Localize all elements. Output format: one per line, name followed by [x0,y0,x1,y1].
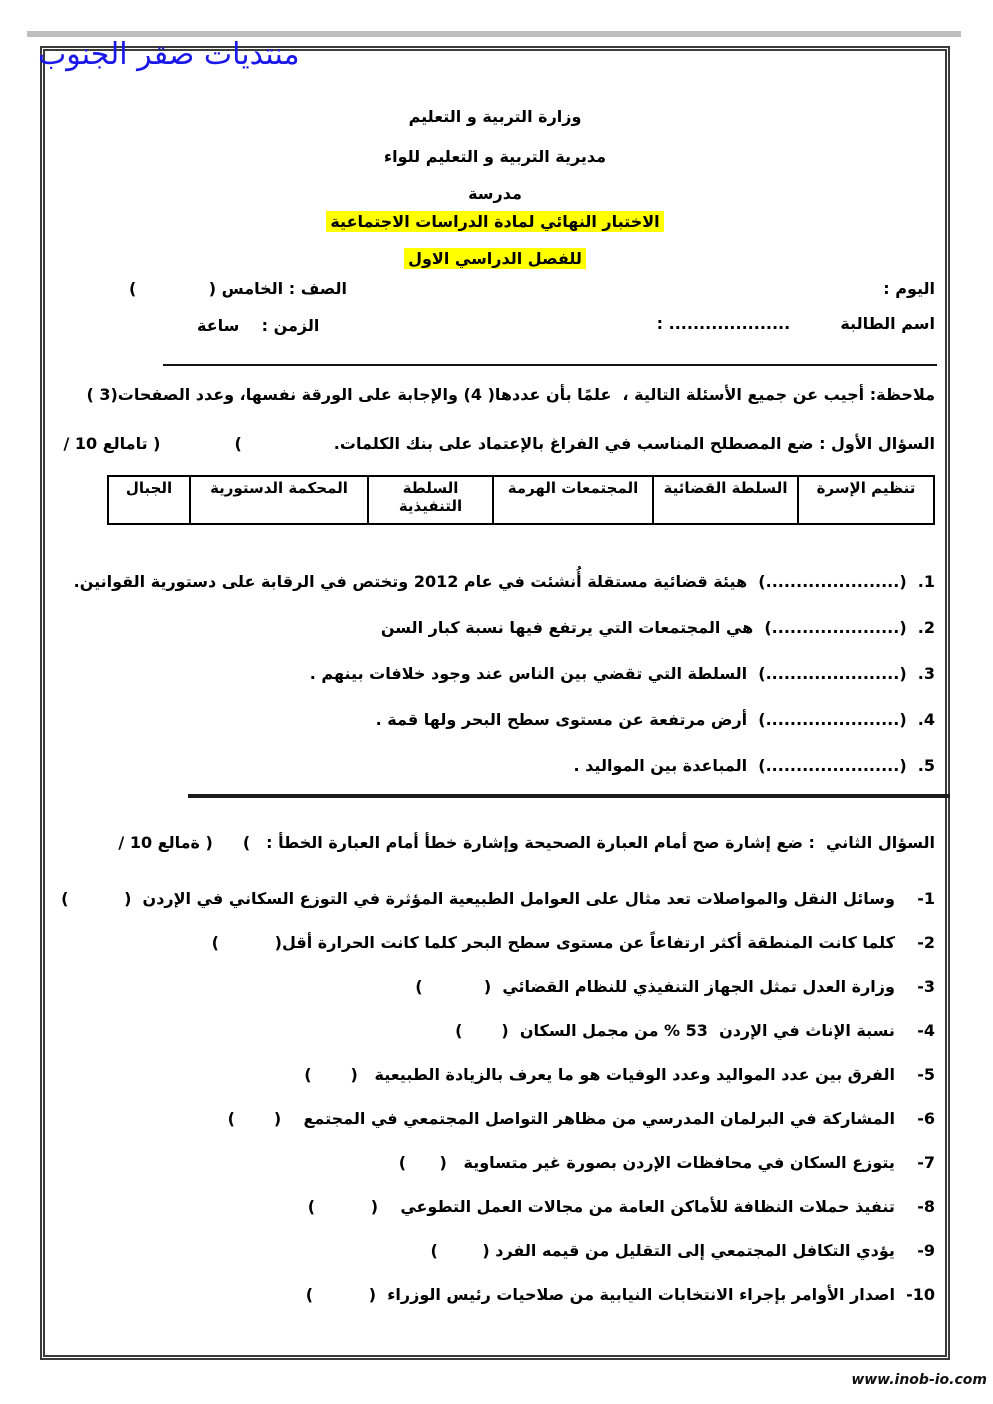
forum-watermark-title: منتديات صقر الجنوب [38,37,300,72]
grade-label: الصف : الخامس ( ) [129,279,348,298]
word-bank-cell: المجتمعات الهرمة [492,477,652,523]
question2-marks-open-paren: ( [242,833,251,852]
fill-blank-item: 5. (......................) المباعدة بين المواليد . [573,756,935,775]
word-bank-cell: السلطة التنفيذية [367,477,492,523]
site-watermark: www.inob-io.com [851,1372,987,1388]
question1-marks-open-paren: ( [234,434,242,453]
page-border-frame [38,37,950,1360]
word-bank-cell: تنظيم الإسرة [797,477,933,523]
true-false-item: 4- نسبة الإناث في الإردن 53 % من مجمل السكان ( ) [455,1021,935,1040]
fill-blank-item: 4. (......................) أرض مرتفعة عن مستوى سطح البحر ولها قمة . [375,710,935,729]
day-label: اليوم : [883,279,935,298]
semester-highlight: للفصل الدراسي الاول [404,248,586,269]
separator-line [163,364,937,366]
fill-blank-item: 2. (.....................) هي المجتمعات التي يرتفع فيها نسبة كبار السن [380,618,935,637]
exam-title-highlight: الاختبار النهائي لمادة الدراسات الاجتماعية [326,211,663,232]
word-bank-cell: الجبال [125,479,173,497]
word-bank-table [107,475,935,525]
true-false-item: 10- اصدار الأوامر بإجراء الانتخابات النيابية من صلاحيات رئيس الوزراء ( ) [305,1285,935,1304]
question2-items [53,887,935,1327]
question1-title: السؤال الأول : ضع المصطلح المناسب في الفراغ بالإعتماد على بنك الكلمات. [333,434,935,453]
question2-title: السؤال الثاني : ضع إشارة صح أمام العبارة الصحيحة وإشارة خطأ أمام العبارة الخطأ : [266,833,935,852]
student-name-label: اسم الطالبة .................... : [656,314,935,333]
true-false-item: 6- المشاركة في البرلمان المدرسي من مظاهر التواصل المجتمعي في المجتمع ( ) [227,1109,935,1128]
header-semester [45,249,945,268]
fill-blank-item: 1. (......................) هيئة قضائية مستقلة أُنشئت في عام 2012 وتختص في الرقابة على دستورية القوانين. [73,572,935,591]
question1-marks: / 10 علامات ) [63,434,161,453]
true-false-item: 3- وزارة العدل تمثل الجهاز التنفيذي للنظام القضائي ( ) [415,977,935,996]
question2-title-row [55,833,935,852]
question1-items [53,570,935,800]
true-false-item: 5- الفرق بين عدد المواليد وعدد الوفيات هو ما يعرف بالزيادة الطبيعية ( ) [304,1065,935,1084]
header-directorate: مديرية التربية و التعليم للواء [383,147,607,166]
question1-title-row [55,434,935,453]
true-false-item: 9- يؤدي التكافل المجتمعي إلى التقليل من قيمه الفرد ( ) [430,1241,935,1260]
header-school: مدرسة [468,184,522,203]
exam-note: ملاحظة: أجيب عن جميع الأسئلة التالية ، علمًا بأن عددها( 4) والإجابة على الورقة نفسها، وعدد الصفحات(3 ) [86,385,935,404]
true-false-item: 1- وسائل النقل والمواصلات تعد مثال على العوامل الطبيعية المؤثرة في التوزع السكاني في الإردن ( ) [61,889,935,908]
section-divider [188,794,950,798]
true-false-item: 2- كلما كانت المنطقة أكثر ارتفاعاً عن مستوى سطح البحر كلما كانت الحرارة أقل( ) [211,933,935,952]
question2-marks: / 10 علامة ) [118,833,213,852]
header-ministry: وزارة التربية و التعليم [408,107,582,126]
time-label: الزمن : ساعة [197,316,320,335]
word-bank-cell: المحكمة الدستورية [189,477,367,523]
true-false-item: 7- يتوزع السكان في محافظات الإردن بصورة غير متساوية ( ) [398,1153,935,1172]
header-exam-title [45,212,945,231]
true-false-item: 8- تنفيذ حملات النظافة للأماكن العامة من مجالات العمل التطوعي ( ) [307,1197,935,1216]
word-bank-cell: السلطة القضائية [652,477,797,523]
fill-blank-item: 3. (......................) السلطة التي تقضي بين الناس عند وجود خلافات بينهم . [309,664,935,683]
